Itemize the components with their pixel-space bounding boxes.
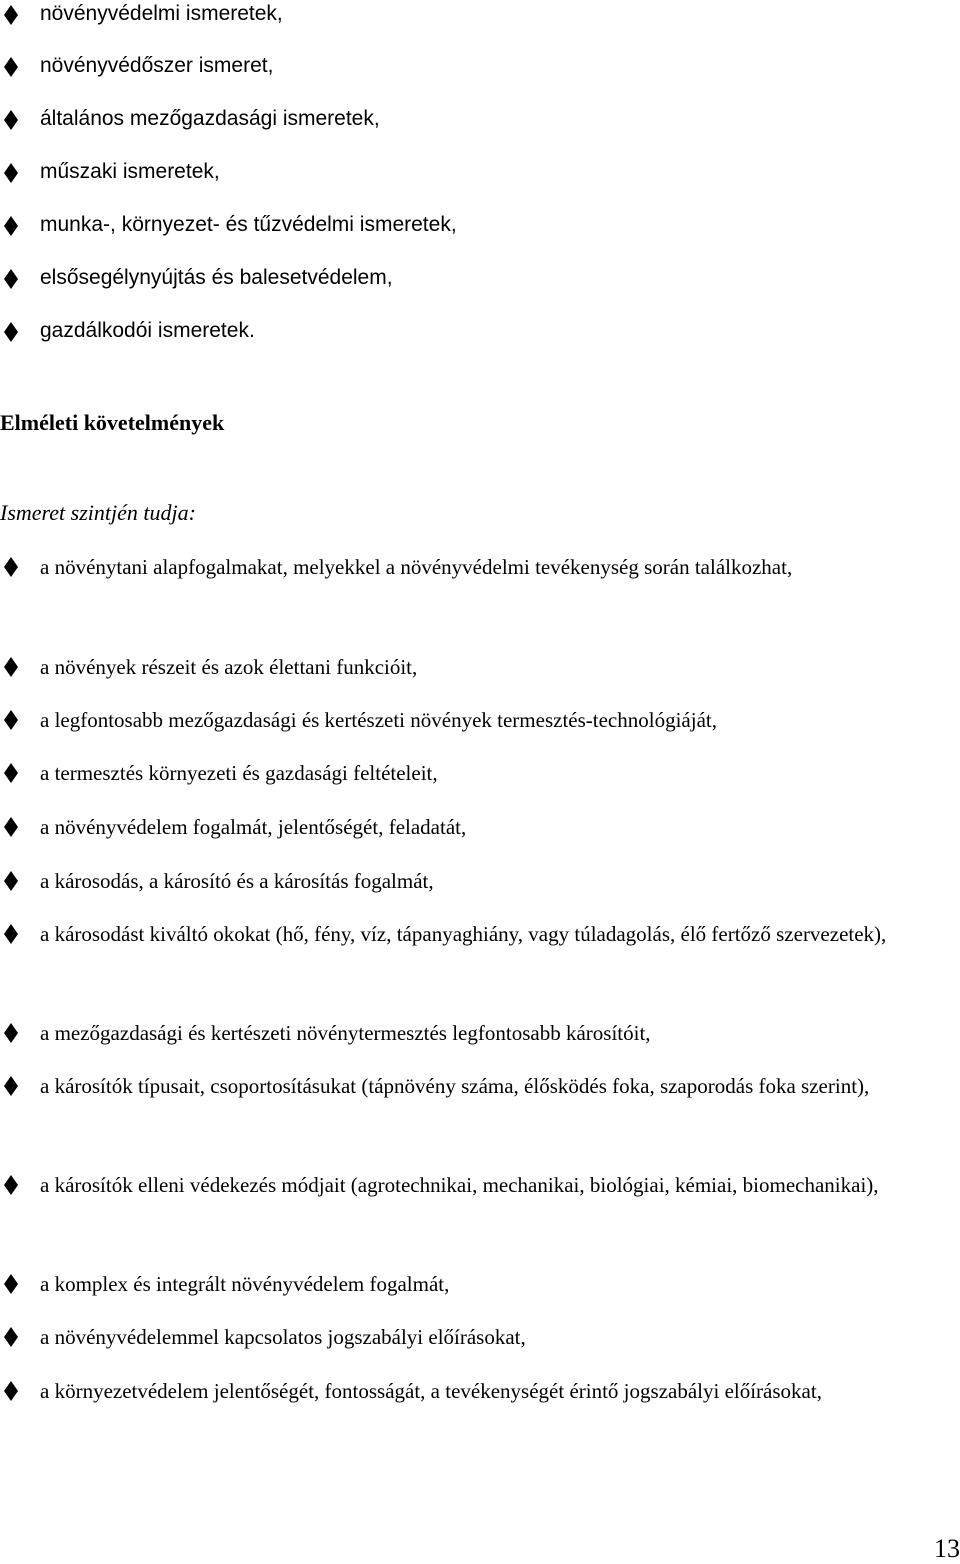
list-item <box>0 255 960 301</box>
list-item-text: a legfontosabb mezőgazdasági és kertészeti növények termesztés-technológiáját, <box>40 708 717 732</box>
list-item <box>0 1063 960 1109</box>
diamond-bullet-icon <box>4 163 20 185</box>
list-item-text: a növényvédelem fogalmát, jelentőségét, feladatát, <box>40 815 467 839</box>
list-item-text: a termesztés környezeti és gazdasági feltételeit, <box>40 761 438 785</box>
diamond-bullet-icon <box>4 657 20 679</box>
list-item-text: gazdálkodói ismeretek. <box>40 319 255 342</box>
diamond-bullet-icon <box>4 1274 20 1296</box>
list-item <box>0 96 960 142</box>
list-item <box>0 43 960 89</box>
list-item-text: a mezőgazdasági és kertészeti növénytermesztés legfontosabb károsítóit, <box>40 1021 651 1045</box>
list-item <box>0 804 960 850</box>
list-item <box>0 308 960 354</box>
diamond-bullet-icon <box>4 871 20 893</box>
diamond-bullet-icon <box>4 710 20 732</box>
list-item <box>0 0 960 37</box>
list-item <box>0 858 960 904</box>
list-item-text: munka-, környezet- és tűzvédelmi ismeretek, <box>40 213 457 236</box>
list-item <box>0 202 960 248</box>
diamond-bullet-icon <box>4 1175 20 1197</box>
diamond-bullet-icon <box>4 5 20 27</box>
diamond-bullet-icon <box>4 269 20 291</box>
list-item-text: a környezetvédelem jelentőségét, fontosságát, a tevékenységét érintő jogszabályi előírásokat, <box>40 1379 822 1403</box>
list-item-text: műszaki ismeretek, <box>40 160 220 183</box>
list-item <box>0 750 960 796</box>
section-heading: Elméleti követelmények <box>0 410 225 435</box>
list-item-text: a károsodást kiváltó okokat (hő, fény, víz, tápanyaghiány, vagy túladagolás, élő fertőző szervezetek), <box>40 922 887 946</box>
list-item-text: a növények részeit és azok élettani funkcióit, <box>40 655 418 679</box>
list-item-text: a növényvédelemmel kapcsolatos jogszabályi előírásokat, <box>40 1325 526 1349</box>
list-item <box>0 644 960 690</box>
page-number: 13 <box>934 1534 960 1563</box>
list-item <box>0 149 960 195</box>
diamond-bullet-icon <box>4 110 20 132</box>
list-item <box>0 1162 960 1208</box>
list-item-text: általános mezőgazdasági ismeretek, <box>40 107 380 130</box>
list-item <box>0 1314 960 1360</box>
diamond-bullet-icon <box>4 1023 20 1045</box>
diamond-bullet-icon <box>4 763 20 785</box>
list-item-text: a károsítók típusait, csoportosításukat (tápnövény száma, élősködés foka, szaporodás foka szerint), <box>40 1074 870 1098</box>
list-item <box>0 911 960 957</box>
diamond-bullet-icon <box>4 557 20 579</box>
subheading: Ismeret szintjén tudja: <box>0 500 196 525</box>
diamond-bullet-icon <box>4 1076 20 1098</box>
diamond-bullet-icon <box>4 817 20 839</box>
diamond-bullet-icon <box>4 216 20 238</box>
list-item <box>0 697 960 743</box>
list-item <box>0 1010 960 1056</box>
list-item-text: növényvédelmi ismeretek, <box>40 2 283 25</box>
diamond-bullet-icon <box>4 1381 20 1403</box>
diamond-bullet-icon <box>4 1327 20 1349</box>
diamond-bullet-icon <box>4 924 20 946</box>
list-item <box>0 544 960 590</box>
list-item-text: növényvédőszer ismeret, <box>40 54 274 77</box>
list-item-text: a károsodás, a károsító és a károsítás fogalmát, <box>40 869 434 893</box>
diamond-bullet-icon <box>4 57 20 79</box>
list-item-text: a komplex és integrált növényvédelem fogalmát, <box>40 1272 450 1296</box>
list-item-text: elsősegélynyújtás és balesetvédelem, <box>40 266 393 289</box>
list-item-text: a károsítók elleni védekezés módjait (agrotechnikai, mechanikai, biológiai, kémiai, biomechanikai), <box>40 1173 879 1197</box>
list-item-text: a növénytani alapfogalmakat, melyekkel a növényvédelmi tevékenység során találkozhat, <box>40 555 793 579</box>
diamond-bullet-icon <box>4 322 20 344</box>
list-item <box>0 1368 960 1414</box>
list-item <box>0 1261 960 1307</box>
